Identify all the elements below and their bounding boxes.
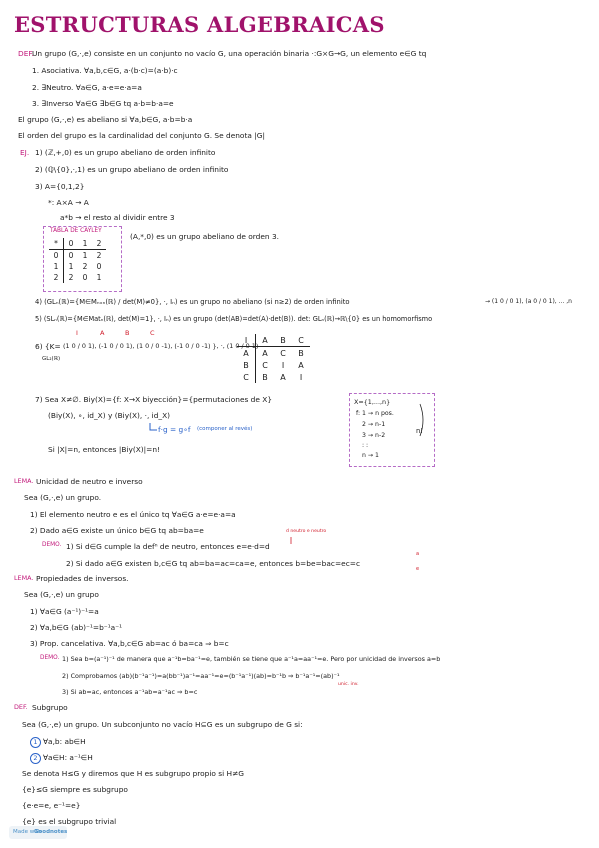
ej-3-desc: a*b → el resto al dividir entre 3	[60, 213, 175, 222]
goodnotes-watermark	[9, 826, 67, 839]
lema-2-demo: 1) Sea b=(a⁻¹)⁻¹ de manera que a⁻¹b=ba⁻¹=e, también se tiene que a⁻¹a=aa⁻¹=e. Pero por unicidad de inversos a=b	[62, 655, 441, 663]
lema-2-note: unic. inv.	[338, 682, 359, 687]
ej-5: 5) (SLₙ(ℝ)={M∈Matₙ(ℝ), det(M)=1}, ·, Iₙ) es un grupo (det(AB)=det(A)·det(B)). det: GLₙ(ℝ)→ℝ\{0} es un homomorfismo	[35, 315, 433, 323]
circled-number: 1	[30, 737, 41, 748]
ej-4-matrices: → (1 0 / 0 1), (a 0 / 0 1), ... ,n	[485, 298, 572, 305]
ej-3-conclusion: (A,*,0) es un grupo abeliano de orden 3.	[130, 232, 280, 241]
group-cell: A	[237, 347, 256, 360]
page-title: ESTRUCTURAS ALGEBRAICAS	[14, 12, 385, 37]
ej-7-grupos: (Biy(X), ∘, id_X) y (Biy(X), ·, id_X)	[48, 411, 171, 420]
lema-2-demo: 3) Si ab=ac, entonces a⁻¹ab=a⁻¹ac ⇒ b=c	[62, 688, 198, 696]
group-cell: B	[274, 334, 292, 347]
perm-head: X={1,...,n}	[354, 398, 391, 406]
cayley-cell: 2	[96, 251, 102, 260]
lema-2-item: 3) Prop. cancelativa. ∀a,b,c∈G ab=ac ó ba=ca ⇒ b=c	[30, 639, 229, 648]
def-orden: El orden del grupo es la cardinalidad del conjunto G. Se denota |G|	[18, 131, 265, 140]
lema-2-demo: 2) Comprobamos (ab)(b⁻¹a⁻¹)=a(bb⁻¹)a⁻¹=aa⁻¹=e=(b⁻¹a⁻¹)(ab)=b⁻¹b ⇒ b⁻¹a⁻¹=(ab)⁻¹	[62, 672, 340, 680]
ej-6-mark-i: I	[76, 329, 78, 337]
ej-7: 7) Sea X≠∅. Biy(X)={f: X→X biyección}={permutaciones de X}	[35, 395, 273, 404]
def-item-neutro: 2. ∃Neutro. ∀a∈G, a·e=e·a=a	[32, 83, 142, 92]
def-item-inverso: 3. ∃Inverso ∀a∈G ∃b∈G tq a·b=b·a=e	[32, 99, 174, 108]
ej-6-sub: GL₂(ℝ)	[42, 356, 61, 362]
lema-2-item: 1) ∀a∈G (a⁻¹)⁻¹=a	[30, 607, 99, 616]
group-cell: C	[280, 348, 286, 358]
group-cell: B	[298, 348, 304, 358]
cayley-cell: 1	[96, 273, 102, 282]
def-item-asociativa: 1. Asociativa. ∀a,b,c∈G, a·(b·c)=(a·b)·c	[32, 66, 178, 75]
demo-tag: DEMO.	[40, 655, 60, 661]
ej-3-op: *: A×A → A	[48, 198, 89, 207]
cond-text: ∀a∈H: a⁻¹∈H	[43, 753, 93, 762]
watermark-made: Made with	[13, 829, 42, 835]
def-tag: DEF.	[18, 49, 34, 58]
ej-6-mark-b: B	[125, 329, 130, 337]
cayley-cell: *	[49, 238, 64, 250]
demo-tag: DEMO.	[42, 542, 62, 548]
perm-brace	[420, 404, 423, 436]
group-cell: A	[280, 372, 286, 382]
lema-2-sea: Sea (G,·,e) un grupo	[24, 590, 99, 599]
cayley-cell: 0	[68, 251, 74, 260]
def-subgrupo-line: {e} es el subgrupo trivial	[22, 817, 117, 826]
cayley-cell: 0	[96, 262, 102, 271]
perm-line: : :	[362, 442, 369, 449]
lema-1-item: 2) Dado a∈G existe un único b∈G tq ab=ba=e	[30, 526, 204, 535]
ej-4: 4) (GLₙ(ℝ)={M∈Mₙₓₙ(ℝ) / det(M)≠0}, ·, Iₙ) es un grupo no abeliano (si n≥2) de orden infinito	[35, 298, 350, 306]
group-cell: I	[281, 360, 285, 370]
perm-line: n → 1	[362, 452, 379, 459]
group-cell: I	[299, 372, 303, 382]
ej-1: 1) (ℤ,+,0) es un grupo abeliano de orden infinito	[35, 148, 216, 157]
cayley-cell: 2	[49, 272, 64, 283]
cayley-cell: 0	[64, 238, 79, 250]
ej-6-mark-c: C	[150, 329, 155, 337]
cayley-cell: 0	[49, 250, 64, 262]
ej-7-compos-note: (componer al revés)	[197, 426, 253, 432]
group-cell: C	[262, 360, 268, 370]
group-cell: B	[237, 359, 256, 371]
ej-3: 3) A={0,1,2}	[35, 182, 85, 191]
lema-1-demo: 1) Si d∈G cumple la defⁿ de neutro, entonces e=e·d=d	[66, 542, 270, 551]
ej-6-prefix: 6) {K=	[35, 342, 61, 351]
cayley-cell: 0	[82, 273, 88, 282]
def-subgrupo-title: Subgrupo	[32, 703, 68, 712]
ej-tag: EJ.	[20, 148, 30, 157]
cayley-cell: 2	[68, 273, 74, 282]
group-cell: A	[298, 360, 304, 370]
ej-7-card: Si |X|=n, entonces |Biy(X)|=n!	[48, 445, 161, 454]
def-tag: DEF.	[14, 703, 28, 711]
def-subgrupo-line: {e}≤G siempre es subgrupo	[22, 785, 128, 794]
group-cell: C	[237, 371, 256, 383]
lema-1-item: 1) El elemento neutro e es el único tq ∀a∈G a·e=e·a=a	[30, 510, 236, 519]
group-cell: C	[292, 334, 310, 347]
lema-tag: LEMA.	[14, 477, 34, 485]
perm-fact: n!	[416, 427, 424, 435]
ej-7-compos: f·g = g∘f	[158, 425, 191, 434]
cayley-title: TABLA DE CAYLEY	[50, 228, 102, 234]
ej-2: 2) (ℚ\{0},·,1) es un grupo abeliano de orden infinito	[35, 165, 229, 174]
compose-arrow	[150, 423, 157, 430]
group-cell: I	[237, 334, 256, 347]
perm-line: 2 → n-1	[362, 421, 386, 428]
lema-1-demo: 2) Si dado a∈G existen b,c∈G tq ab=ba=ac=ca=e, entonces b=be=bac=ec=c	[66, 559, 361, 568]
ej-6-matrices: (1 0 / 0 1), (-1 0 / 0 1), (1 0 / 0 -1), (-1 0 / 0 -1) }, ·, (1 0 / 0 1)	[63, 342, 259, 350]
circled-number: 2	[30, 753, 41, 764]
def-abeliano: El grupo (G,·,e) es abeliano si ∀a,b∈G, a·b=b·a	[18, 115, 193, 124]
lema-2-item: 2) ∀a,b∈G (ab)⁻¹=b⁻¹a⁻¹	[30, 623, 123, 632]
ej-6-mark-a: A	[100, 329, 105, 337]
lema-2-title: Propiedades de inversos.	[36, 574, 129, 583]
lema-1-title: Unicidad de neutro e inverso	[36, 477, 143, 486]
cayley-cell: 1	[78, 238, 92, 250]
group-cell: A	[262, 348, 268, 358]
lema-tag: LEMA.	[14, 574, 34, 582]
group-cell: A	[256, 334, 275, 347]
def-subgrupo-line: Se denota H≤G y diremos que H es subgrupo propio si H≠G	[22, 769, 245, 778]
perm-line: f: 1 → n pos.	[356, 410, 394, 417]
watermark-brand: Goodnotes	[34, 829, 68, 835]
cayley-cell: 2	[82, 262, 88, 271]
cayley-cell: 1	[49, 261, 64, 272]
def-subgrupo-line: {e·e=e, e⁻¹=e}	[22, 801, 81, 810]
perm-line: 3 → n-2	[362, 432, 386, 439]
cayley-cell: 1	[68, 262, 74, 271]
lema-1-sea: Sea (G,·,e) un grupo.	[24, 493, 102, 502]
group-cell: B	[262, 372, 268, 382]
lema-1-note: d neutro e neutro	[286, 529, 327, 534]
def-grupo-text: Un grupo (G,·,e) consiste en un conjunto no vacío G, una operación binaria ·:G×G→G, un elemento e∈G tq	[32, 49, 427, 58]
lema-1-mark: a	[416, 551, 420, 557]
def-subgrupo-text: Sea (G,·,e) un grupo. Un subconjunto no vacío H⊆G es un subgrupo de G si:	[22, 720, 303, 729]
cayley-cell: 1	[82, 251, 88, 260]
lema-1-mark: e	[416, 566, 420, 572]
cayley-cell: 2	[92, 238, 106, 250]
cond-text: ∀a,b: ab∈H	[43, 737, 86, 746]
